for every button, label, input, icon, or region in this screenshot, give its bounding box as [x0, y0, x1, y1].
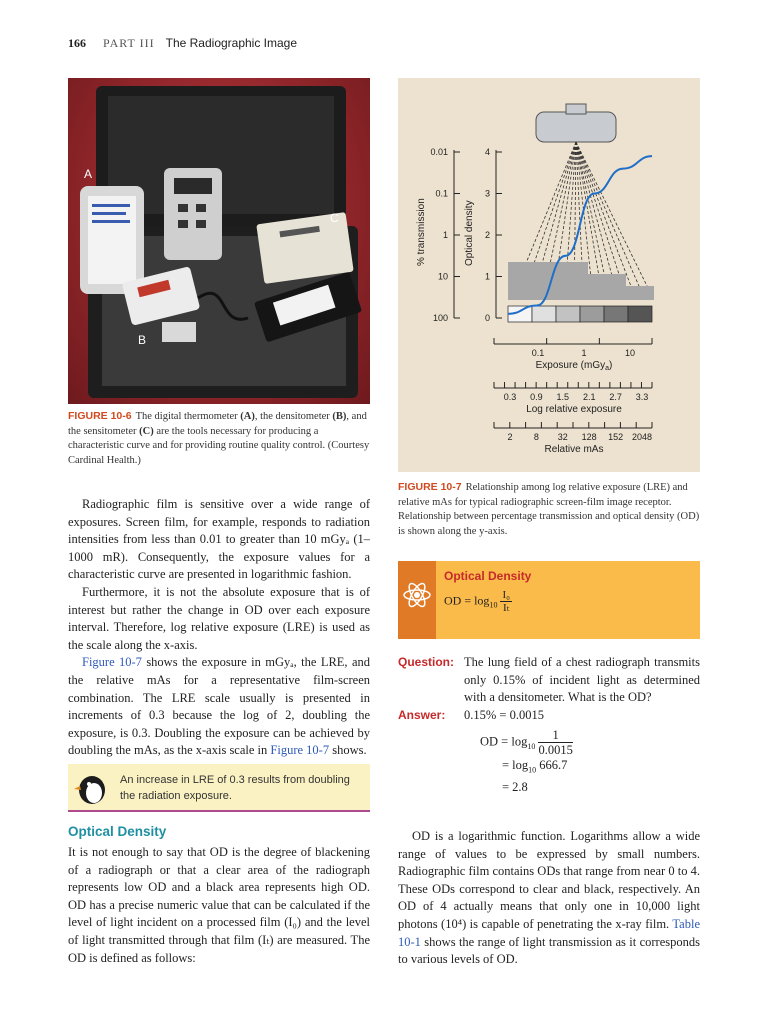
fraction-denominator: Iₜ — [502, 602, 510, 614]
x-axis-label: Exposure (mGy$_a$) — [535, 360, 613, 372]
caption-label: FIGURE 10-6 — [68, 410, 132, 422]
keybox-title: Optical Density — [444, 569, 532, 583]
answer-equation-2 — [502, 757, 700, 779]
fraction-numerator: I₀ — [502, 589, 510, 601]
keypad-button — [196, 204, 206, 212]
toolkit-illustration — [68, 78, 370, 404]
table-link[interactable]: Table 10-1 — [398, 916, 700, 949]
xray-beam — [532, 142, 576, 268]
paragraph — [68, 654, 370, 760]
keypad-button — [178, 204, 188, 212]
x-tick-label: 2048 — [631, 432, 653, 442]
figure-10-6-caption — [68, 409, 370, 468]
paragraph-text: OD is a logarithmic function. Logarithms allow a wide range of values to be expressed by small numbers. Radiographic film contains ODs that range from near 0 to 4. These ODs correspond to clear and black, respectively. An OD of 4 actually means that only one in 10,000 light photons (10⁴) is capable of penetrating the x-ray film. — [398, 829, 700, 931]
figure-10-6-photo — [68, 78, 370, 404]
keybox-formula — [444, 589, 512, 614]
y-tick-label-transmission: 100 — [432, 313, 448, 323]
left-body-text — [68, 496, 370, 760]
xray-tube-top — [566, 104, 586, 114]
density-strip — [508, 306, 652, 322]
label-c: C — [330, 211, 339, 225]
equation-subscript: 10 — [528, 765, 537, 775]
answer-row — [398, 707, 700, 725]
y-tick-label-density: 3 — [484, 188, 490, 199]
label-line — [92, 212, 126, 215]
figure-10-7-caption — [398, 480, 700, 539]
section-heading: Optical Density — [68, 824, 167, 839]
equation-fraction — [538, 728, 572, 757]
caption-text: are the tools necessary for producing a characteristic curve and for providing routine quality control. (Courtesy Cardinal Health.) — [68, 425, 370, 466]
y-tick-label-density: 1 — [484, 271, 490, 282]
step-wedge — [508, 262, 654, 300]
answer-text: 0.15% = 0.0015 — [464, 707, 544, 722]
x-tick-label: 3.3 — [635, 392, 649, 402]
densitometer-probe — [162, 322, 196, 342]
chapter-title: The Radiographic Image — [165, 36, 298, 50]
formula-text: OD = log — [444, 593, 490, 608]
answer-label: Answer: — [398, 707, 446, 722]
part-label: PART III — [103, 36, 155, 50]
density-step — [532, 306, 556, 322]
x-axes — [494, 338, 652, 455]
question-row — [398, 654, 700, 707]
x-tick-label: 10 — [624, 348, 636, 358]
density-step — [580, 306, 604, 322]
label-a: A — [84, 167, 93, 181]
thermometer-label — [88, 196, 136, 284]
answer-equation-3: = 2.8 — [502, 780, 528, 794]
caption-text: Relationship among log relative exposure (LRE) and relative mAs for typical radiographic screen-film image receptor. Relationship between percentage transmission and optical density (OD) is shown along the y-axis. — [398, 482, 700, 537]
tip-box — [68, 764, 370, 812]
paragraph-text: shows the exposure in mGyₐ, the LRE, and the relative mAs for a representative film-screen combination. The LRE scale usually is presented in increments of 0.3 because the log of 2, doubling the exposure, is 0.3. Doubling the exposure can be achieved by doubling the mAs, as the x-axis scale in — [68, 655, 370, 758]
characteristic-curve-chart — [398, 78, 700, 472]
formula-subscript: 10 — [489, 600, 498, 610]
caption-ref-c: (C) — [139, 425, 154, 437]
x-axis-label: Log relative exposure — [526, 404, 622, 415]
x-tick-label: 2.1 — [582, 392, 596, 402]
x-tick-label: 1.5 — [556, 392, 570, 402]
y-tick-label-transmission: 0.01 — [430, 147, 448, 157]
keypad-button — [178, 220, 188, 228]
penguin-icon — [72, 768, 112, 808]
formula-fraction — [500, 589, 512, 614]
caption-ref-a: (A) — [240, 411, 255, 422]
question-text: The lung field of a chest radiograph transmits only 0.15% of incident light as determined with a densitometer. What is the OD? — [464, 655, 700, 704]
caption-text: , and the sensitometer — [68, 411, 367, 437]
y-axis-label-transmission: % transmission — [416, 198, 427, 266]
paragraph-text: shows the range of light transmission as it corresponds to various levels of OD. — [398, 934, 700, 967]
y-tick-label-transmission: 1 — [442, 230, 448, 240]
section-text — [68, 844, 370, 967]
y-tick-label-density: 4 — [484, 147, 490, 157]
x-tick-label: 32 — [557, 432, 568, 442]
tip-text: An increase in LRE of 0.3 results from doubling the radiation exposure. — [120, 774, 350, 802]
paragraph: Furthermore, it is not the absolute exposure that is of interest but rather the change in OD over each exposure interval. Therefore, log relative exposure (LRE) is used as the scale along the x-axis. — [68, 584, 370, 652]
page-number: 166 — [68, 36, 86, 50]
answer-equation-1 — [480, 728, 700, 757]
paragraph — [398, 828, 700, 969]
equation-text: = log — [502, 758, 529, 772]
density-step — [556, 306, 580, 322]
sensitometer — [256, 212, 353, 284]
caption-text: The digital thermometer — [135, 411, 241, 422]
paragraph: It is not enough to say that OD is the degree of blackening of a radiograph or that a clear area of the radiograph represents low OD and a black area represents high OD. OD has a precise numeric value that can be calculated if the level of light incident on a processed film (I₀) and the level of light transmitted through that film (Iₜ) are measured. The OD is defined as follows: — [68, 845, 370, 965]
density-step — [628, 306, 652, 322]
label-b: B — [138, 333, 147, 347]
xray-beam — [576, 142, 600, 280]
figure-10-7-chart — [398, 78, 700, 472]
x-axis-label: Relative mAs — [544, 444, 604, 455]
x-tick-label: 2 — [507, 432, 513, 442]
y-axis-label-density: Optical density — [464, 200, 475, 266]
atom-icon-panel — [398, 561, 436, 639]
key-formula-box — [398, 561, 700, 639]
fraction-denominator: 0.0015 — [538, 743, 573, 757]
x-tick-label: 2.7 — [609, 392, 622, 402]
figure-link[interactable]: Figure 10-7 — [82, 655, 142, 670]
xray-tube-icon — [536, 112, 616, 142]
figure-link[interactable]: Figure 10-7 — [270, 743, 330, 758]
x-tick-label: 1 — [581, 348, 587, 358]
equation-text: OD = log — [480, 734, 528, 749]
label-line — [92, 220, 130, 223]
x-tick-label: 0.9 — [530, 392, 543, 402]
caption-label: FIGURE 10-7 — [398, 481, 462, 493]
x-tick-label: 8 — [533, 432, 539, 442]
y-tick-label-transmission: 10 — [437, 271, 448, 282]
keypad-button — [196, 220, 206, 228]
label-line — [92, 204, 130, 207]
fraction-numerator: 1 — [538, 728, 572, 743]
x-tick-label: 128 — [581, 432, 597, 442]
paragraph-text: shows. — [329, 743, 367, 758]
equation-value: 666.7 — [539, 758, 568, 772]
caption-ref-b: (B) — [332, 411, 347, 422]
xray-beam — [541, 142, 576, 268]
x-tick-label: 152 — [608, 432, 624, 442]
page-header — [68, 36, 297, 51]
question-block — [398, 654, 700, 797]
density-step — [604, 306, 628, 322]
right-body-text — [398, 828, 700, 969]
y-tick-label-density: 2 — [484, 230, 490, 240]
equation-subscript: 10 — [527, 741, 536, 751]
y-tick-label-density: 0 — [484, 313, 490, 323]
paragraph: Radiographic film is sensitive over a wide range of exposures. Screen film, for example, responds to radiation intensities from less than 0.01 to greater than 10 mGyₐ (1–1000 mR). Consequently, the exposure values for a characteristic curve are presented in logarithmic fashion. — [68, 497, 370, 582]
x-tick-label: 0.1 — [531, 348, 545, 358]
display — [174, 178, 212, 194]
atom-icon — [398, 561, 436, 639]
question-label: Question: — [398, 655, 454, 669]
caption-text: , the densitometer — [254, 411, 333, 422]
x-tick-label: 0.3 — [503, 392, 517, 402]
y-tick-label-transmission: 0.1 — [435, 188, 448, 199]
